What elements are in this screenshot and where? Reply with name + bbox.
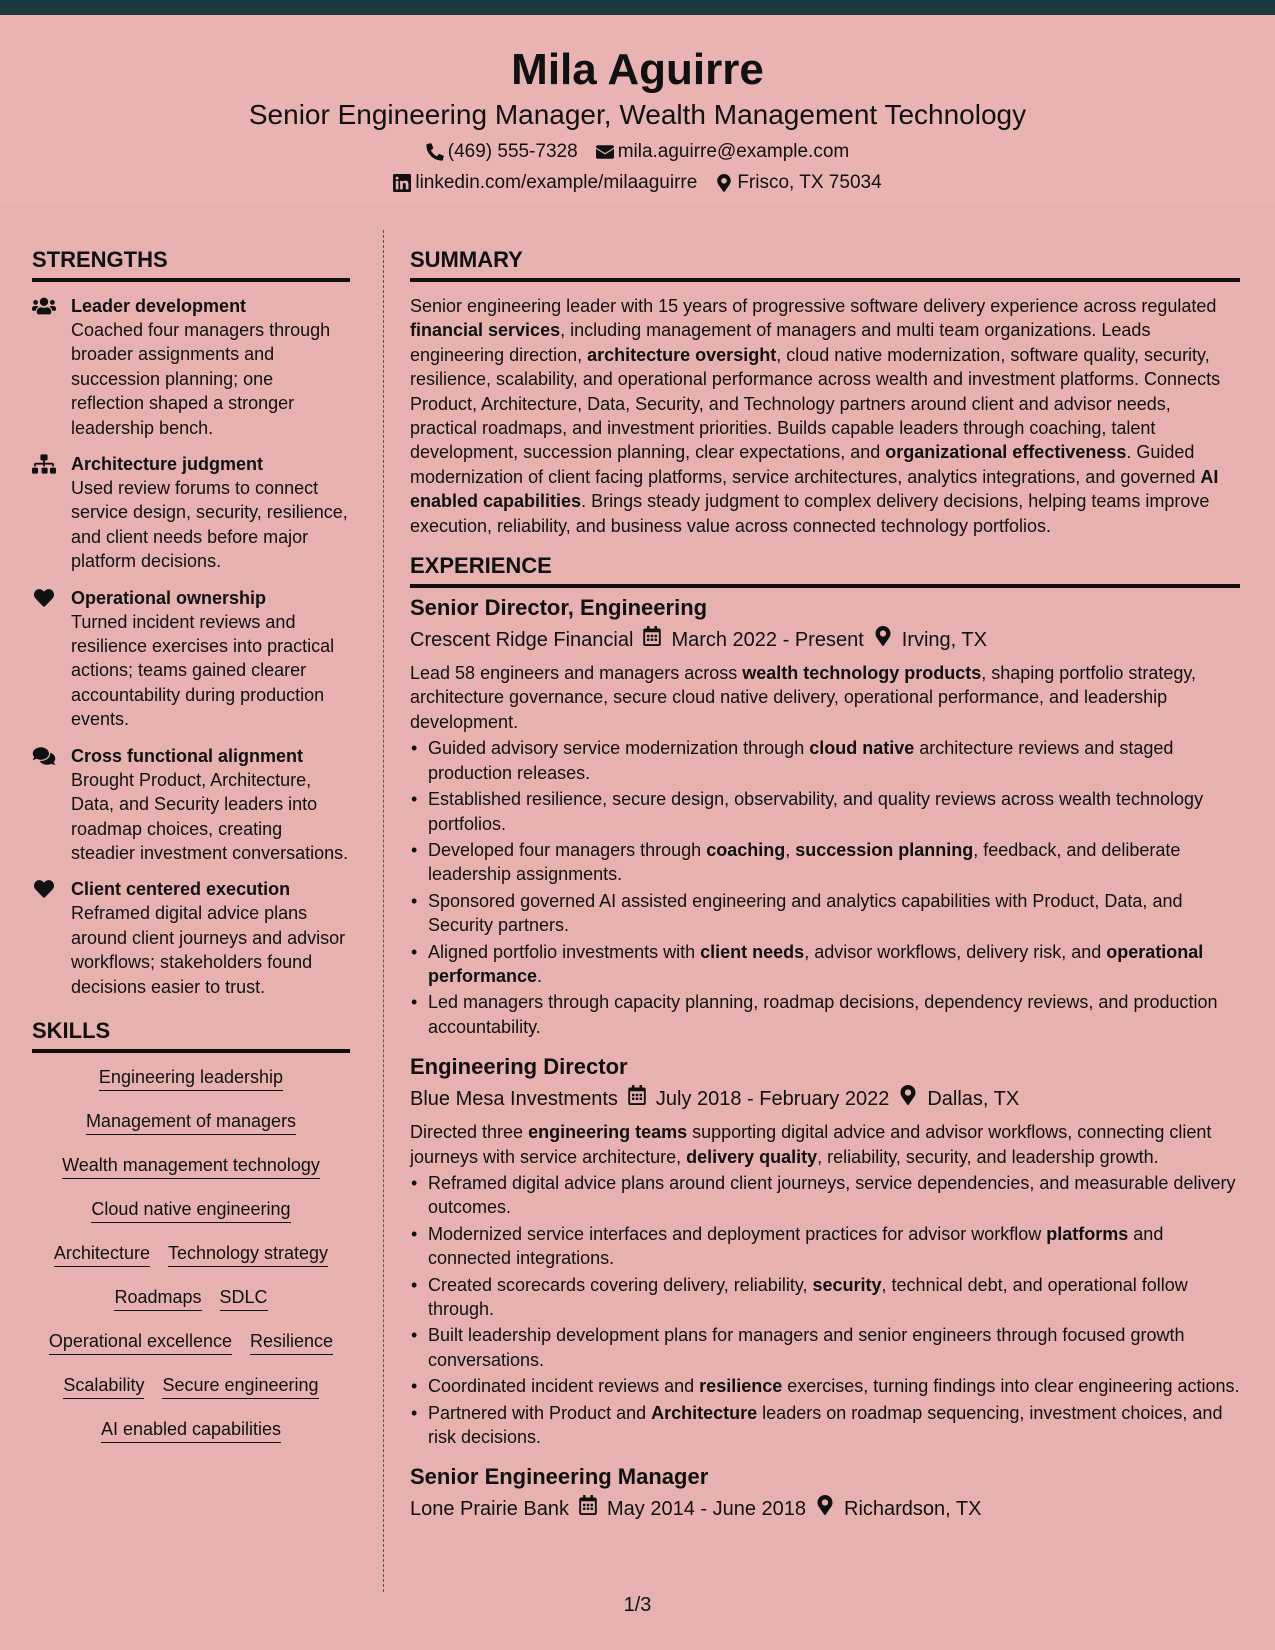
linkedin-contact[interactable] <box>393 171 697 195</box>
contact-row-1 <box>0 140 1275 164</box>
users-icon <box>32 294 71 440</box>
text-segment: architecture reviews and staged production releases. <box>428 738 1174 783</box>
strength-title: Client centered execution <box>71 879 291 900</box>
linkedin-text: linkedin.com/example/milaaguirre <box>415 172 698 193</box>
text-segment: . Brings steady judgment to complex delivery decisions, helping teams improve execution, reliability, and business value across connected technology portfolios. <box>410 491 1210 536</box>
candidate-name: Mila Aguirre <box>511 45 764 94</box>
strengths-list <box>32 294 350 999</box>
text-segment: , feedback, and deliberate leadership assignments. <box>428 839 1181 885</box>
bold-text-segment: AI enabled capabilities <box>410 466 1219 512</box>
resume-header <box>0 15 1275 205</box>
skill-tag: Technology strategy <box>168 1241 328 1267</box>
experience-heading: EXPERIENCE <box>410 552 1240 588</box>
text-segment: , cloud native modernization, software quality, security, resilience, scalability, and operational performance across wealth and investment platforms. Connects Product, Architecture, Data, Security, and Technology partners around client and advisor needs, practical roadmaps, and investment priorities. Builds capable leaders through coaching, talent development, succession planning, clear expectations, and <box>410 344 1221 463</box>
comments-icon <box>32 744 71 866</box>
skill-tag: Scalability <box>63 1373 144 1399</box>
bold-text-segment: cloud native <box>809 738 915 759</box>
text-segment: , including management of managers and multi team organizations. Leads engineering direction, <box>410 320 1151 365</box>
strength-description: Reframed digital advice plans around client journeys and advisor workflows; stakeholders found decisions easier to trust. <box>71 903 346 997</box>
skill-tag: Resilience <box>250 1329 333 1355</box>
skill-row <box>36 1197 346 1223</box>
map-pin-icon <box>874 626 892 653</box>
bold-text-segment: financial services <box>410 320 561 341</box>
text-segment: Reframed digital advice plans around client journeys, service dependencies, and measurable delivery outcomes. <box>428 1172 1236 1218</box>
skill-tag: SDLC <box>220 1285 268 1311</box>
text-segment: supporting digital advice and advisor workflows, connecting client journeys with service architecture, <box>410 1122 1212 1167</box>
skill-row <box>36 1373 346 1399</box>
strength-title: Architecture judgment <box>71 454 264 475</box>
text-segment: Sponsored governed AI assisted engineering and analytics capabilities with Product, Data, and Security partners. <box>428 890 1183 936</box>
text-segment: Partnered with Product and <box>428 1402 652 1423</box>
job-intro <box>410 661 1240 734</box>
skill-row <box>36 1065 346 1091</box>
job-company: Crescent Ridge Financial <box>410 628 634 651</box>
strengths-heading: STRENGTHS <box>32 246 350 282</box>
map-pin-icon <box>715 174 733 192</box>
text-segment: Modernized service interfaces and deployment practices for advisor workflow <box>428 1223 1047 1244</box>
text-segment: leaders on roadmap sequencing, investment choices, and risk decisions. <box>428 1402 1223 1448</box>
skill-row <box>36 1285 346 1311</box>
job-intro <box>410 1120 1240 1169</box>
text-segment: , <box>785 839 796 860</box>
job-entry <box>410 1463 1240 1522</box>
strength-item <box>32 452 350 574</box>
job-bullet <box>410 838 1240 887</box>
text-segment: Coordinated incident reviews and <box>428 1376 700 1397</box>
skill-tag: AI enabled capabilities <box>101 1417 281 1443</box>
contact-row-2 <box>0 171 1275 195</box>
job-bullet <box>410 787 1240 836</box>
job-entry <box>410 594 1240 1039</box>
calendar-icon <box>579 1495 597 1522</box>
job-dates-text: May 2014 - June 2018 <box>606 1497 807 1520</box>
heart-icon <box>32 586 71 732</box>
skill-row <box>36 1417 346 1443</box>
skills-heading: SKILLS <box>32 1017 350 1053</box>
job-bullet <box>410 940 1240 989</box>
linkedin-icon <box>393 174 411 192</box>
page-number: 1/3 <box>623 1594 652 1616</box>
phone-icon <box>426 143 444 161</box>
strength-title: Leader development <box>71 296 247 316</box>
envelope-icon <box>596 143 614 161</box>
summary-text <box>410 294 1240 538</box>
job-location <box>899 1085 1019 1112</box>
bold-text-segment: wealth technology products <box>742 663 982 684</box>
text-segment: , advisor workflows, delivery risk, and <box>804 941 1107 962</box>
text-segment: . <box>537 965 543 986</box>
bold-text-segment: resilience <box>699 1376 783 1397</box>
skill-tag: Roadmaps <box>114 1285 201 1311</box>
text-segment: Directed three <box>410 1122 529 1143</box>
text-segment: Built leadership development plans for managers and senior engineers through focused growth conversations. <box>428 1325 1185 1370</box>
strength-body <box>71 877 350 999</box>
text-segment: Senior engineering leader with 15 years of progressive software delivery experience across regulated <box>410 296 1217 316</box>
job-meta <box>410 1085 1240 1112</box>
job-location <box>816 1495 981 1522</box>
bold-text-segment: organizational effectiveness <box>885 442 1127 463</box>
job-bullets <box>410 736 1240 1039</box>
map-pin-icon <box>899 1085 917 1112</box>
job-location-text: Richardson, TX <box>844 1497 982 1520</box>
strength-item <box>32 744 350 866</box>
bold-text-segment: client needs <box>700 941 805 962</box>
job-entry <box>410 1053 1240 1449</box>
job-dates-text: July 2018 - February 2022 <box>655 1087 890 1110</box>
phone-text: (469) 555-7328 <box>447 141 578 162</box>
job-title: Senior Engineering Manager <box>410 1464 709 1490</box>
bold-text-segment: succession planning <box>795 839 974 860</box>
skill-tag: Cloud native engineering <box>91 1197 290 1223</box>
top-accent-bar <box>0 0 1275 15</box>
bold-text-segment: engineering teams <box>528 1122 688 1143</box>
job-location-text: Dallas, TX <box>927 1087 1020 1110</box>
bold-text-segment: operational performance <box>428 941 1204 986</box>
skill-tag: Operational excellence <box>49 1329 232 1355</box>
job-bullet <box>410 1401 1240 1450</box>
job-bullets <box>410 1171 1240 1449</box>
strength-item <box>32 877 350 999</box>
bold-text-segment: coaching <box>706 839 786 860</box>
bold-text-segment: platforms <box>1046 1223 1129 1244</box>
job-bullet <box>410 1222 1240 1271</box>
strength-description: Coached four managers through broader assignments and succession planning; one reflection shaped a stronger leadership bench. <box>71 320 331 438</box>
text-segment: and connected integrations. <box>428 1223 1164 1269</box>
strength-title: Operational ownership <box>71 587 267 608</box>
job-dates <box>643 626 863 653</box>
strength-description: Used review forums to connect service design, security, resilience, and client needs before major platform decisions. <box>71 478 348 572</box>
resume-body <box>0 230 1275 1590</box>
job-bullet <box>410 1323 1240 1372</box>
job-dates-text: March 2022 - Present <box>671 628 864 651</box>
strength-item <box>32 294 350 440</box>
job-bullet <box>410 990 1240 1039</box>
email-contact[interactable] <box>596 140 850 164</box>
skill-tag: Wealth management technology <box>62 1153 320 1179</box>
column-divider <box>383 230 384 1592</box>
bold-text-segment: security <box>812 1274 882 1295</box>
strength-body <box>71 452 350 574</box>
phone-contact[interactable] <box>426 140 578 164</box>
strength-description: Brought Product, Architecture, Data, and Security leaders into roadmap choices, creating steadier investment conversations. <box>71 769 349 863</box>
job-bullet <box>410 1171 1240 1220</box>
strength-body <box>71 586 350 732</box>
job-title: Senior Director, Engineering <box>410 595 708 621</box>
heart-icon <box>32 877 71 999</box>
strength-item <box>32 586 350 732</box>
strength-body <box>71 744 350 866</box>
strength-description: Turned incident reviews and resilience exercises into practical actions; teams gained clearer accountability during production events. <box>71 611 335 730</box>
job-location-text: Irving, TX <box>901 628 987 651</box>
skill-tag: Engineering leadership <box>99 1065 283 1091</box>
text-segment: exercises, turning findings into clear engineering actions. <box>782 1376 1240 1397</box>
skill-tag: Secure engineering <box>162 1373 318 1399</box>
text-segment: Developed four managers through <box>428 839 707 860</box>
map-pin-icon <box>816 1495 834 1522</box>
skill-tag: Architecture <box>54 1241 150 1267</box>
bold-text-segment: delivery quality <box>686 1146 818 1167</box>
text-segment: Guided advisory service modernization through <box>428 738 810 759</box>
job-bullet <box>410 1374 1240 1398</box>
location-text: Frisco, TX 75034 <box>737 172 882 193</box>
strength-body <box>71 294 350 440</box>
text-segment: Lead 58 engineers and managers across <box>410 663 743 684</box>
skill-row <box>36 1109 346 1135</box>
left-column <box>32 230 350 1461</box>
job-meta <box>410 1495 1240 1522</box>
calendar-icon <box>628 1085 646 1112</box>
text-segment: Aligned portfolio investments with <box>428 941 701 962</box>
skill-row <box>36 1153 346 1179</box>
text-segment: . Guided modernization of client facing platforms, service architectures, analytics integrations, and governed <box>410 442 1201 487</box>
skill-row <box>36 1329 346 1355</box>
candidate-title: Senior Engineering Manager, Wealth Management Technology <box>248 99 1027 130</box>
jobs-list <box>410 594 1240 1522</box>
text-segment: Created scorecards covering delivery, reliability, <box>428 1274 813 1295</box>
job-bullet <box>410 889 1240 938</box>
job-bullet <box>410 736 1240 785</box>
calendar-icon <box>643 626 661 653</box>
text-segment: , technical debt, and operational follow through. <box>428 1274 1188 1319</box>
job-dates <box>628 1085 889 1112</box>
job-meta <box>410 626 1240 653</box>
text-segment: Led managers through capacity planning, roadmap decisions, dependency reviews, and production accountability. <box>428 992 1218 1037</box>
sitemap-icon <box>32 452 71 574</box>
job-title: Engineering Director <box>410 1054 628 1080</box>
text-segment: Established resilience, secure design, observability, and quality reviews across wealth technology portfolios. <box>428 789 1204 834</box>
bold-text-segment: Architecture <box>651 1402 758 1423</box>
job-bullet <box>410 1273 1240 1322</box>
skill-tag: Management of managers <box>86 1109 296 1135</box>
skills-list <box>32 1065 350 1443</box>
right-column <box>410 230 1240 1530</box>
job-location <box>874 626 987 653</box>
job-company: Blue Mesa Investments <box>410 1087 618 1110</box>
strength-title: Cross functional alignment <box>71 745 304 766</box>
skill-row <box>36 1241 346 1267</box>
email-text: mila.aguirre@example.com <box>617 141 850 162</box>
job-dates <box>579 1495 806 1522</box>
job-company: Lone Prairie Bank <box>410 1497 569 1520</box>
text-segment: , reliability, security, and leadership growth. <box>817 1146 1159 1167</box>
summary-heading: SUMMARY <box>410 246 1240 282</box>
text-segment: , shaping portfolio strategy, architecture governance, secure cloud native delivery, operational performance, and leadership development. <box>410 663 1197 732</box>
location-contact <box>715 171 881 195</box>
bold-text-segment: architecture oversight <box>587 344 777 365</box>
